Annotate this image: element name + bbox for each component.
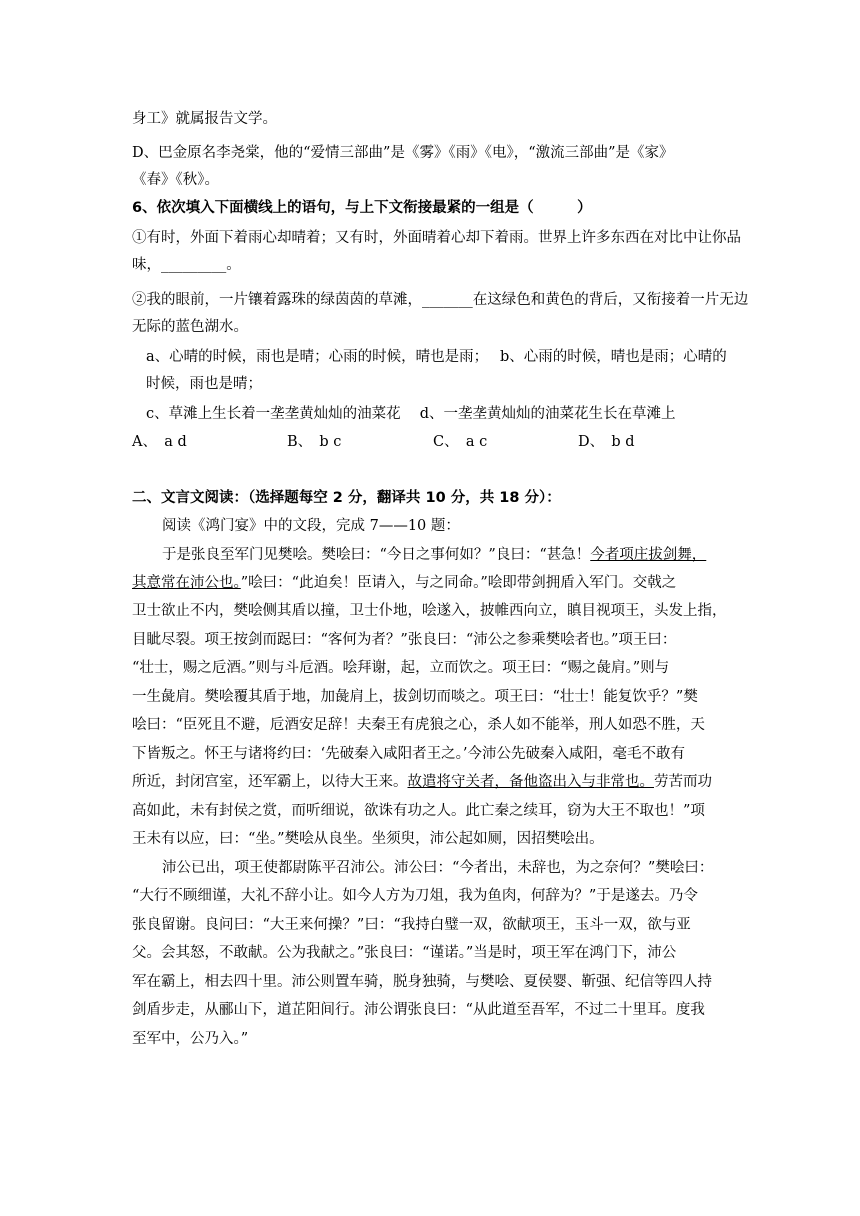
passage-line — [162, 545, 762, 565]
passage-line: 剑盾步走，从郦山下，道芷阳间行。沛公谓张良曰：“从此道至吾军，不过二十里耳。度我 — [132, 1002, 705, 1018]
passage-line: 哙曰：“臣死且不避，卮酒安足辞！夫秦王有虎狼之心，杀人如不能举，刑人如恐不胜，天 — [132, 717, 705, 733]
text-line: 《春》《秋》。 — [132, 172, 219, 188]
text-line: ②我的眼前，一片镶着露珠的绿茵茵的草滩，_______在这绿色和黄色的背后，又衔接着一片无边 — [132, 292, 749, 308]
text-line: 无际的蓝色湖水。 — [132, 319, 248, 335]
passage-line — [132, 772, 732, 792]
passage-line: 高如此，未有封侯之赏，而听细说，欲诛有功之人。此亡秦之续耳，窃为大王不取也！”项 — [132, 803, 705, 819]
choice-a: A、 a d — [132, 434, 187, 450]
passage-line: 张良留谢。良问曰：“大王来何操？”曰：“我持白璧一双，欲献项王，玉斗一双，欲与亚 — [132, 917, 691, 933]
passage-line: 军在霸上，相去四十里。沛公则置车骑，脱身独骑，与樊哙、夏侯婴、靳强、纪信等四人持 — [132, 974, 712, 990]
passage-line: 卫士欲止不内，樊哙侧其盾以撞，卫士仆地，哙遂入，披帷西向立，瞋目视项王，头发上指， — [132, 603, 727, 619]
passage-line: 父。会其怒，不敢献。公为我献之。”张良曰：“谨诺。”当是时，项王军在鸿门下，沛公 — [132, 945, 677, 961]
choice-b: B、 b c — [287, 434, 342, 450]
passage-line: 沛公已出，项王使都尉陈平召沛公。沛公曰：“今者出，未辞也，为之奈何？”樊哙曰： — [162, 860, 714, 876]
question-6-title: 6、依次填入下面横线上的语句，与上下文衔接最紧的一组是（ ） — [132, 200, 592, 216]
underlined-sentence: 故遣将守关者，备他盗出入与非常也。 — [407, 774, 654, 790]
option-b-cont: 时候，雨也是晴； — [146, 376, 262, 392]
text-line: 身工》就属报告文学。 — [132, 111, 277, 127]
section-2-intro: 阅读《鸿门宴》中的文段，完成 7——10 题： — [162, 518, 460, 534]
passage-text: ”哙曰：“此迫矣！臣请入，与之同命。”哙即带剑拥盾入军门。交戟之 — [240, 575, 677, 591]
option-a-b: a、心晴的时候，雨也是晴；心雨的时候，晴也是雨； b、心雨的时候，晴也是雨；心晴的 — [146, 349, 727, 365]
passage-line: 目眦尽裂。项王按剑而跽曰：“客何为者？”张良曰：“沛公之参乘樊哙者也。”项王曰： — [132, 632, 677, 648]
text-line: ①有时，外面下着雨心却晴着；又有时，外面晴着心却下着雨。世界上许多东西在对比中让你品 — [132, 230, 741, 246]
passage-line: “大行不顾细谨，大礼不辞小让。如今人方为刀俎，我为鱼肉，何辞为？”于是遂去。乃令 — [132, 888, 698, 904]
passage-line: 王未有以应，曰：“坐。”樊哙从良坐。坐须臾，沛公起如厕，因招樊哙出。 — [132, 831, 604, 847]
passage-text: 于是张良至军门见樊哙。樊哙曰：“今日之事何如？”良曰：“甚急！ — [162, 547, 591, 563]
passage-text: 所近，封闭宫室，还军霸上，以待大王来。 — [132, 774, 408, 790]
passage-line — [132, 573, 732, 593]
passage-line: “壮士，赐之卮酒。”则与斗卮酒。哙拜谢，起，立而饮之。项王曰：“赐之彘肩。”则与 — [132, 660, 670, 676]
choice-c: C、 a c — [433, 434, 488, 450]
underlined-sentence: 今者项庄拔剑舞， — [590, 547, 707, 563]
option-c-d: c、草滩上生长着一垄垄黄灿灿的油菜花 d、一垄垄黄灿灿的油菜花生长在草滩上 — [146, 406, 676, 422]
underlined-sentence: 其意常在沛公也。 — [132, 575, 241, 591]
passage-text: 劳苦而功 — [654, 774, 712, 790]
section-2-title: 二、文言文阅读：（选择题每空 2 分，翻译共 10 分，共 18 分）： — [132, 490, 561, 506]
text-line: D、巴金原名李尧棠，他的“爱情三部曲”是《雾》《雨》《电》，“激流三部曲”是《家》 — [132, 145, 674, 161]
passage-line: 至军中，公乃入。” — [132, 1031, 249, 1047]
text-line: 味，_________。 — [132, 257, 241, 273]
choice-d: D、 b d — [578, 434, 635, 450]
passage-line: 一生彘肩。樊哙覆其盾于地，加彘肩上，拔剑切而啖之。项王曰：“壮士！能复饮乎？”樊 — [132, 689, 698, 705]
passage-line: 下皆叛之。怀王与诸将约曰：‘先破秦入咸阳者王之。’今沛公先破秦入咸阳，毫毛不敢有 — [132, 746, 685, 762]
